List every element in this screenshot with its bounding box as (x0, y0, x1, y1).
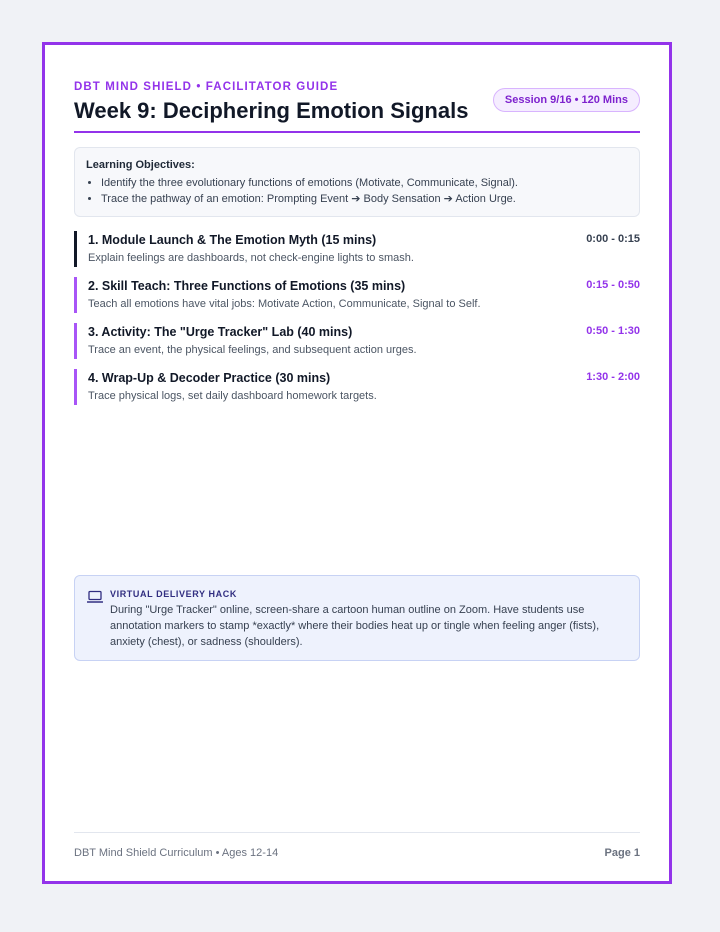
objectives-list (86, 175, 628, 207)
agenda-item-title: 2. Skill Teach: Three Functions of Emotions (35 mins) (88, 279, 406, 293)
objective-item: • Identify the three evolutionary functions of emotions (Motivate, Communicate, Signal). (101, 175, 628, 191)
page-number: Page 1 (604, 847, 640, 859)
objective-item: • Trace the pathway of an emotion: Prompting Event ➔ Body Sensation ➔ Action Urge. (101, 191, 628, 207)
page-content (74, 81, 640, 881)
agenda-item-module-launch (74, 231, 640, 267)
session-badge: Session 9/16 • 120 Mins (493, 88, 640, 112)
guide-page (42, 42, 672, 884)
agenda-accent-bar (74, 323, 77, 359)
title-divider (74, 131, 640, 133)
objectives-heading: Learning Objectives: (86, 159, 195, 171)
laptop-icon (87, 590, 103, 604)
agenda-item-description: Explain feelings are dashboards, not check-engine lights to smash. (88, 252, 414, 264)
agenda-item-time: 0:50 - 1:30 (586, 325, 640, 337)
footer-divider (74, 832, 640, 833)
hack-text: During "Urge Tracker" online, screen-share a cartoon human outline on Zoom. Have students use annotation markers to stamp *exactly* where their bodies heat up or tingle when feeling anger (fists), anxiety (chest), or sadness (shoulders). (110, 604, 600, 648)
page-title: Week 9: Deciphering Emotion Signals (74, 98, 469, 123)
agenda-item-title: 4. Wrap-Up & Decoder Practice (30 mins) (88, 371, 331, 385)
agenda-list (74, 231, 640, 415)
agenda-item-time: 1:30 - 2:00 (586, 371, 640, 383)
agenda-item-description: Teach all emotions have vital jobs: Motivate Action, Communicate, Signal to Self. (88, 298, 481, 310)
agenda-accent-bar (74, 369, 77, 405)
agenda-item-wrap-up (74, 369, 640, 405)
hack-label: VIRTUAL DELIVERY HACK (110, 589, 237, 599)
agenda-item-description: Trace an event, the physical feelings, and subsequent action urges. (88, 344, 417, 356)
agenda-item-time: 0:15 - 0:50 (586, 279, 640, 291)
learning-objectives-box (74, 147, 640, 217)
agenda-item-time: 0:00 - 0:15 (586, 233, 640, 245)
agenda-item-skill-teach (74, 277, 640, 313)
virtual-delivery-hack-box (74, 575, 640, 661)
agenda-accent-bar (74, 277, 77, 313)
agenda-item-title: 1. Module Launch & The Emotion Myth (15 mins) (88, 233, 377, 247)
agenda-item-title: 3. Activity: The "Urge Tracker" Lab (40 mins) (88, 325, 353, 339)
agenda-item-description: Trace physical logs, set daily dashboard homework targets. (88, 390, 377, 402)
footer-curriculum: DBT Mind Shield Curriculum • Ages 12-14 (74, 847, 279, 859)
agenda-item-activity (74, 323, 640, 359)
agenda-accent-bar (74, 231, 77, 267)
guide-eyebrow: DBT MIND SHIELD • FACILITATOR GUIDE (74, 81, 339, 93)
